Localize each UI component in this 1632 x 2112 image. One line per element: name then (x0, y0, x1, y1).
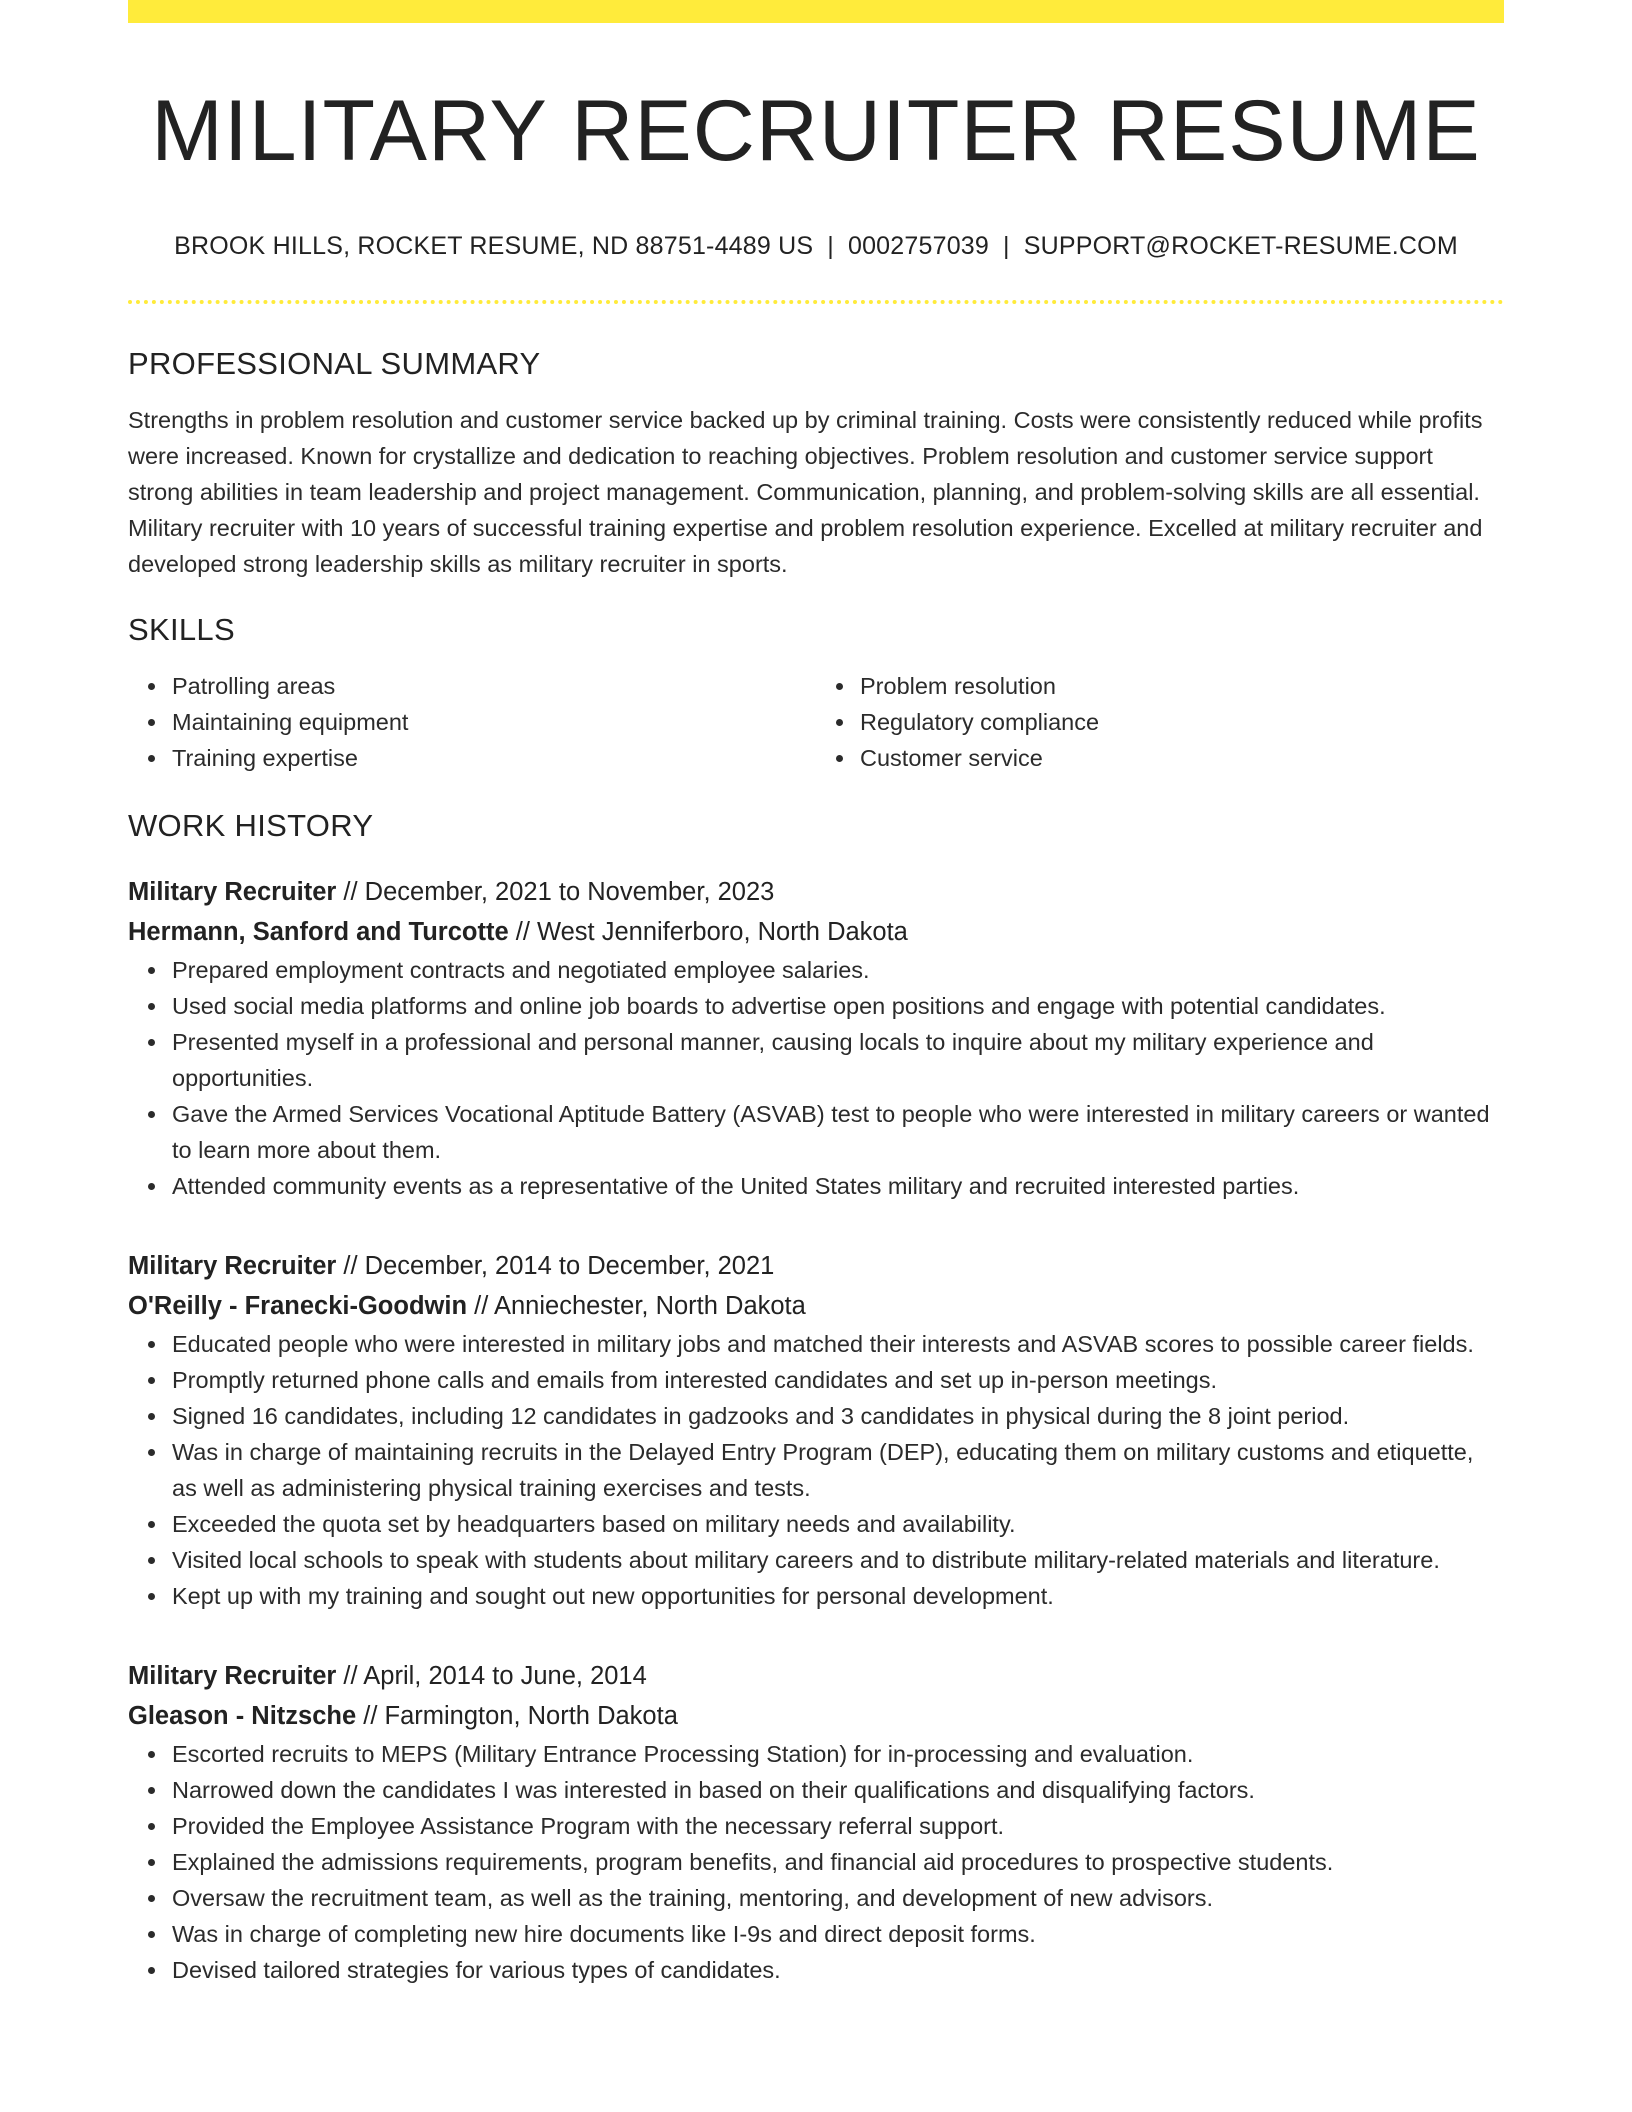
job-bullet: Exceeded the quota set by headquarters based on military needs and availability. (172, 1506, 1504, 1542)
job-role-line (128, 1246, 1504, 1286)
job-bullet: Visited local schools to speak with students about military careers and to distribute military-related materials and literature. (172, 1542, 1504, 1578)
job-dates: // December, 2014 to December, 2021 (336, 1252, 775, 1280)
skills-column-left (128, 668, 816, 776)
skills-section (128, 610, 1504, 776)
job-bullet: Kept up with my training and sought out new opportunities for personal development. (172, 1578, 1504, 1614)
contact-separator: | (1003, 232, 1010, 260)
job-bullet: Explained the admissions requirements, program benefits, and financial aid procedures to prospective students. (172, 1844, 1504, 1880)
job-bullet: Provided the Employee Assistance Program with the necessary referral support. (172, 1808, 1504, 1844)
contact-line (128, 230, 1504, 262)
job-company: Gleason - Nitzsche (128, 1702, 357, 1730)
contact-phone: 0002757039 (847, 232, 990, 260)
job-dates: // April, 2014 to June, 2014 (336, 1662, 647, 1690)
top-accent-bar (128, 0, 1504, 23)
section-title-skills: SKILLS (128, 612, 235, 647)
skill-item: Regulatory compliance (860, 704, 1504, 740)
contact-email: SUPPORT@ROCKET-RESUME.COM (1023, 232, 1458, 260)
job-bullet: Oversaw the recruitment team, as well as the training, mentoring, and development of new advisors. (172, 1880, 1504, 1916)
job-bullet: Narrowed down the candidates I was interested in based on their qualifications and disqualifying factors. (172, 1772, 1504, 1808)
job-entry (128, 872, 1504, 1204)
job-location: // Anniechester, North Dakota (467, 1292, 806, 1320)
job-entry (128, 1656, 1504, 1988)
skill-item: Maintaining equipment (172, 704, 816, 740)
job-location: // Farmington, North Dakota (356, 1702, 678, 1730)
section-title-work: WORK HISTORY (128, 808, 374, 843)
skill-item: Customer service (860, 740, 1504, 776)
resume-title: MILITARY RECRUITER RESUME (151, 83, 1481, 179)
job-bullet: Was in charge of completing new hire documents like I-9s and direct deposit forms. (172, 1916, 1504, 1952)
section-title-summary: PROFESSIONAL SUMMARY (128, 346, 541, 381)
job-bullet: Was in charge of maintaining recruits in the Delayed Entry Program (DEP), educating them on military customs and etiquette, as well as administering physical training exercises and tests. (172, 1434, 1504, 1506)
job-company: O'Reilly - Franecki-Goodwin (128, 1292, 468, 1320)
skills-grid (128, 668, 1504, 776)
job-location: // West Jenniferboro, North Dakota (508, 918, 908, 946)
dotted-divider (128, 300, 1504, 304)
job-entry (128, 1246, 1504, 1614)
skill-item: Patrolling areas (172, 668, 816, 704)
job-role: Military Recruiter (128, 1252, 337, 1280)
skill-item: Problem resolution (860, 668, 1504, 704)
contact-address: BROOK HILLS, ROCKET RESUME, ND 88751-4489 US (174, 232, 814, 260)
job-bullet: Signed 16 candidates, including 12 candidates in gadzooks and 3 candidates in physical during the 8 joint period. (172, 1398, 1504, 1434)
job-company-line (128, 1696, 1504, 1736)
job-role-line (128, 872, 1504, 912)
skills-list-left (128, 668, 816, 776)
job-bullet: Presented myself in a professional and personal manner, causing locals to inquire about my military experience and opportunities. (172, 1024, 1504, 1096)
job-role: Military Recruiter (128, 878, 337, 906)
job-company: Hermann, Sanford and Turcotte (128, 918, 509, 946)
professional-summary-section (128, 344, 1504, 582)
summary-text: Strengths in problem resolution and customer service backed up by criminal training. Costs were consistently reduced while profits were increased. Known for crystallize and dedication to reaching objectives. Problem resolution and customer service support strong abilities in team leadership and project management. Communication, planning, and problem-solving skills are all essential. Military recruiter with 10 years of successful training expertise and problem resolution experience. Excelled at military recruiter and developed strong leadership skills as military recruiter in sports. (128, 407, 1483, 577)
job-bullet: Devised tailored strategies for various types of candidates. (172, 1952, 1504, 1988)
job-bullet: Prepared employment contracts and negotiated employee salaries. (172, 952, 1504, 988)
job-dates: // December, 2021 to November, 2023 (336, 878, 775, 906)
job-role-line (128, 1656, 1504, 1696)
job-bullet: Used social media platforms and online job boards to advertise open positions and engage with potential candidates. (172, 988, 1504, 1024)
job-bullet: Escorted recruits to MEPS (Military Entrance Processing Station) for in-processing and evaluation. (172, 1736, 1504, 1772)
skills-list-right (816, 668, 1504, 776)
job-bullets (128, 1736, 1504, 1988)
job-bullets (128, 1326, 1504, 1614)
work-history-section (128, 806, 1504, 1988)
job-bullet: Promptly returned phone calls and emails from interested candidates and set up in-person meetings. (172, 1362, 1504, 1398)
job-bullet: Attended community events as a representative of the United States military and recruited interested parties. (172, 1168, 1504, 1204)
job-role: Military Recruiter (128, 1662, 337, 1690)
job-company-line (128, 912, 1504, 952)
skill-item: Training expertise (172, 740, 816, 776)
job-company-line (128, 1286, 1504, 1326)
job-bullet: Educated people who were interested in military jobs and matched their interests and ASVAB scores to possible career fields. (172, 1326, 1504, 1362)
skills-column-right (816, 668, 1504, 776)
job-bullet: Gave the Armed Services Vocational Aptitude Battery (ASVAB) test to people who were interested in military careers or wanted to learn more about them. (172, 1096, 1504, 1168)
contact-separator: | (827, 232, 834, 260)
job-bullets (128, 952, 1504, 1204)
